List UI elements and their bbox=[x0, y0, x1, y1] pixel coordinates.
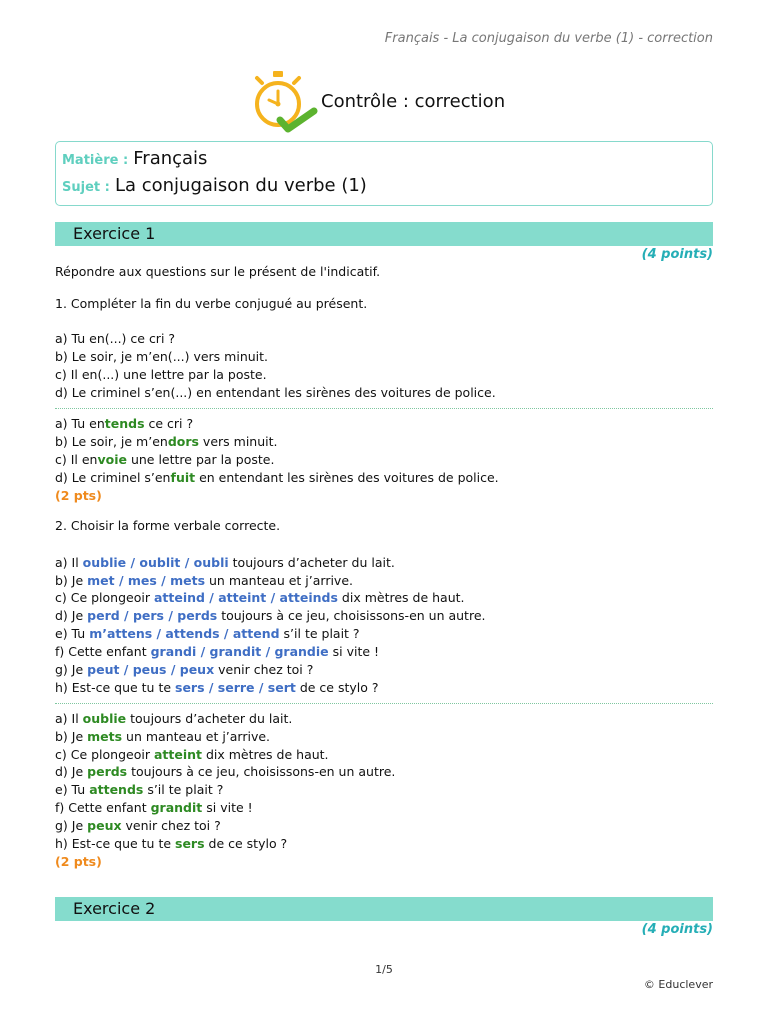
q1-item: a) Tu en(...) ce cri ? bbox=[55, 331, 176, 346]
q1-item: d) Le criminel s’en(...) en entendant les sirènes des voitures de police. bbox=[55, 385, 496, 400]
q2-points: (2 pts) bbox=[55, 854, 102, 869]
choice-options: peut / peus / peux bbox=[87, 662, 215, 677]
answer-highlight: mets bbox=[87, 729, 123, 744]
q2-answer: g) Je peux venir chez toi ? bbox=[55, 818, 221, 833]
answer-highlight: grandit bbox=[150, 800, 203, 815]
matiere-label: Matière : bbox=[62, 153, 129, 168]
exercise-2-title: Exercice 2 bbox=[73, 899, 156, 918]
choice-options: oublie / oublit / oubli bbox=[82, 555, 229, 570]
q2-answer: e) Tu attends s’il te plait ? bbox=[55, 782, 224, 797]
q1-answer: d) Le criminel s’enfuit en entendant les sirènes des voitures de police. bbox=[55, 470, 499, 485]
choice-options: sers / serre / sert bbox=[175, 680, 296, 695]
choice-options: perd / pers / perds bbox=[87, 608, 218, 623]
q2-answer: h) Est-ce que tu te sers de ce stylo ? bbox=[55, 836, 288, 851]
q2-item: e) Tu m’attens / attends / attend s’il te plait ? bbox=[55, 626, 360, 641]
answer-highlight: voie bbox=[97, 452, 127, 467]
copyright: © Educlever bbox=[643, 978, 713, 991]
q1-answer: b) Le soir, je m’endors vers minuit. bbox=[55, 434, 278, 449]
document-header: Français - La conjugaison du verbe (1) - correction bbox=[384, 31, 713, 46]
q2-item: d) Je perd / pers / perds toujours à ce jeu, choisissons-en un autre. bbox=[55, 608, 486, 623]
answer-highlight: tends bbox=[104, 416, 145, 431]
q1-answer: a) Tu entends ce cri ? bbox=[55, 416, 194, 431]
choice-options: atteind / atteint / atteinds bbox=[153, 590, 338, 605]
answer-highlight: fuit bbox=[170, 470, 196, 485]
exercise-intro: Répondre aux questions sur le présent de l'indicatif. bbox=[55, 264, 381, 279]
answer-highlight: dors bbox=[167, 434, 199, 449]
question-1-prompt: 1. Compléter la fin du verbe conjugué au présent. bbox=[55, 296, 368, 311]
divider bbox=[55, 408, 713, 409]
divider bbox=[55, 703, 713, 704]
exercise-2-points: (4 points) bbox=[641, 922, 713, 937]
exercise-1-bar bbox=[55, 222, 713, 246]
q2-answer: c) Ce plongeoir atteint dix mètres de haut. bbox=[55, 747, 329, 762]
answer-highlight: peux bbox=[87, 818, 122, 833]
question-2-prompt: 2. Choisir la forme verbale correcte. bbox=[55, 518, 281, 533]
info-box bbox=[55, 141, 713, 206]
sujet-row bbox=[62, 175, 367, 196]
q1-points: (2 pts) bbox=[55, 488, 102, 503]
q2-item: c) Ce plongeoir atteind / atteint / atteinds dix mètres de haut. bbox=[55, 590, 465, 605]
exercise-1-points: (4 points) bbox=[641, 247, 713, 262]
q2-answer: d) Je perds toujours à ce jeu, choisissons-en un autre. bbox=[55, 764, 396, 779]
matiere-row bbox=[62, 148, 207, 169]
answer-highlight: attends bbox=[89, 782, 144, 797]
page-title: Contrôle : correction bbox=[321, 91, 506, 112]
page-number: 1/5 bbox=[375, 963, 393, 976]
choice-options: grandi / grandit / grandie bbox=[150, 644, 329, 659]
page-title-block bbox=[252, 68, 552, 138]
answer-highlight: oublie bbox=[82, 711, 127, 726]
q2-answer: a) Il oublie toujours d’acheter du lait. bbox=[55, 711, 293, 726]
q2-answer: f) Cette enfant grandit si vite ! bbox=[55, 800, 253, 815]
q1-item: c) Il en(...) une lettre par la poste. bbox=[55, 367, 267, 382]
matiere-value: Français bbox=[133, 148, 208, 169]
stopwatch-check-icon bbox=[252, 68, 322, 138]
sujet-label: Sujet : bbox=[62, 180, 110, 195]
q2-item: g) Je peut / peus / peux venir chez toi ? bbox=[55, 662, 314, 677]
q1-answer: c) Il envoie une lettre par la poste. bbox=[55, 452, 275, 467]
q2-item: f) Cette enfant grandi / grandit / grandie si vite ! bbox=[55, 644, 380, 659]
answer-highlight: sers bbox=[175, 836, 205, 851]
answer-highlight: perds bbox=[87, 764, 128, 779]
q2-item: a) Il oublie / oublit / oubli toujours d’acheter du lait. bbox=[55, 555, 395, 570]
exercise-2-bar bbox=[55, 897, 713, 921]
exercise-1-title: Exercice 1 bbox=[73, 224, 156, 243]
choice-options: met / mes / mets bbox=[87, 573, 206, 588]
sujet-value: La conjugaison du verbe (1) bbox=[114, 175, 367, 196]
q2-item: h) Est-ce que tu te sers / serre / sert de ce stylo ? bbox=[55, 680, 379, 695]
choice-options: m’attens / attends / attend bbox=[89, 626, 280, 641]
answer-highlight: atteint bbox=[153, 747, 202, 762]
q1-item: b) Le soir, je m’en(...) vers minuit. bbox=[55, 349, 269, 364]
q2-item: b) Je met / mes / mets un manteau et j’arrive. bbox=[55, 573, 353, 588]
q2-answer: b) Je mets un manteau et j’arrive. bbox=[55, 729, 271, 744]
